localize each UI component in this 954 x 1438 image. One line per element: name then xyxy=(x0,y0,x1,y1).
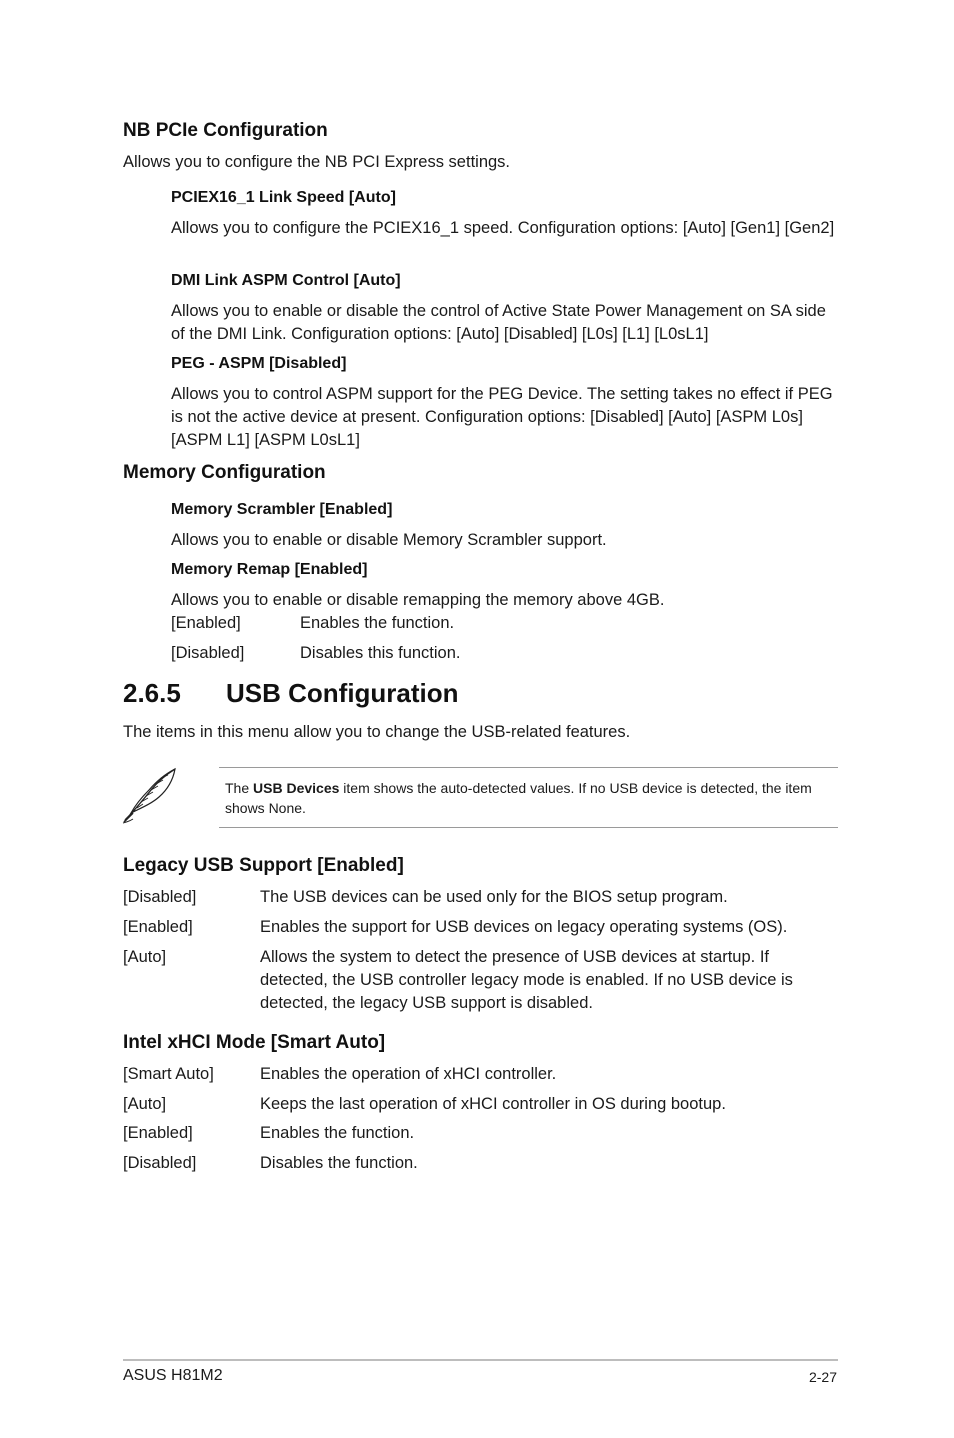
option-row xyxy=(123,946,843,1015)
section-number: 2.6.5 xyxy=(123,678,181,708)
option-value: Disables this function. xyxy=(300,644,461,662)
option-row xyxy=(123,886,843,909)
peg-aspm-description: Allows you to control ASPM support for the PEG Device. The setting takes no effect if PEG is not the active device at present. Configuration options: [Disabled] [Auto] [ASPM L0s] [ASPM L1] [ASPM L0sL1] xyxy=(171,385,833,449)
xhci-mode-heading: Intel xHCI Mode [Smart Auto] xyxy=(123,1032,386,1053)
footer-product-name: ASUS H81M2 xyxy=(123,1367,223,1384)
nb-pcie-heading: NB PCIe Configuration xyxy=(123,120,328,141)
option-value: The USB devices can be used only for the BIOS setup program. xyxy=(260,888,728,906)
usb-config-title xyxy=(123,678,459,709)
legacy-usb-heading: Legacy USB Support [Enabled] xyxy=(123,855,404,876)
option-key: [Enabled] xyxy=(123,1124,193,1142)
feather-pen-icon xyxy=(121,766,179,824)
option-row xyxy=(123,916,843,939)
option-value: Keeps the last operation of xHCI controller in OS during bootup. xyxy=(260,1095,726,1113)
note-text: The USB Devices item shows the auto-detected values. If no USB device is detected, the item shows None. xyxy=(225,780,812,816)
memory-scrambler-heading: Memory Scrambler [Enabled] xyxy=(171,501,393,518)
dmi-link-aspm-description: Allows you to enable or disable the control of Active State Power Management on SA side of the DMI Link. Configuration options: [Auto] [Disabled] [L0s] [L1] [L0sL1] xyxy=(171,302,826,343)
peg-aspm-heading: PEG - ASPM [Disabled] xyxy=(171,355,347,372)
option-key: [Disabled] xyxy=(123,1154,197,1172)
memory-remap-heading: Memory Remap [Enabled] xyxy=(171,561,368,578)
option-key: [Auto] xyxy=(123,948,167,966)
option-key: [Smart Auto] xyxy=(123,1065,214,1083)
usb-config-intro: The items in this menu allow you to change the USB-related features. xyxy=(123,723,631,741)
option-key: [Auto] xyxy=(123,1095,167,1113)
option-value: Enables the function. xyxy=(260,1124,415,1142)
section-title: USB Configuration xyxy=(226,678,459,708)
memory-remap-description: Allows you to enable or disable remapping the memory above 4GB. xyxy=(171,591,665,609)
option-value: Enables the function. xyxy=(300,614,455,632)
option-row xyxy=(123,1152,843,1175)
nb-pcie-description: Allows you to configure the NB PCI Express settings. xyxy=(123,153,511,171)
option-row xyxy=(171,612,843,635)
note-bottom-rule xyxy=(219,827,838,828)
option-row xyxy=(123,1093,843,1116)
option-key: [Disabled] xyxy=(123,888,197,906)
pciex16-link-speed-description: Allows you to configure the PCIEX16_1 speed. Configuration options: [Auto] [Gen1] [Gen2] xyxy=(171,219,835,237)
option-row xyxy=(171,642,843,665)
option-value: Enables the support for USB devices on legacy operating systems (OS). xyxy=(260,918,788,936)
option-key: [Disabled] xyxy=(171,644,245,662)
memory-scrambler-description: Allows you to enable or disable Memory Scrambler support. xyxy=(171,531,607,549)
dmi-link-aspm-heading: DMI Link ASPM Control [Auto] xyxy=(171,272,401,289)
footer-page-number: 2-27 xyxy=(808,1369,837,1385)
option-key: [Enabled] xyxy=(123,918,193,936)
pciex16-link-speed-heading: PCIEX16_1 Link Speed [Auto] xyxy=(171,189,396,206)
note-top-rule xyxy=(219,767,838,768)
memory-config-heading: Memory Configuration xyxy=(123,462,326,483)
option-value: Enables the operation of xHCI controller. xyxy=(260,1065,557,1083)
option-row xyxy=(123,1122,843,1145)
option-value: Disables the function. xyxy=(260,1154,418,1172)
option-key: [Enabled] xyxy=(171,614,241,632)
option-row xyxy=(123,1063,843,1086)
footer-rule xyxy=(123,1359,838,1361)
option-value: Allows the system to detect the presence of USB devices at startup. If detected, the USB controller legacy mode is enabled. If no USB device is detected, the legacy USB support is disabled. xyxy=(260,948,793,1012)
note-emphasis: USB Devices xyxy=(253,780,340,796)
